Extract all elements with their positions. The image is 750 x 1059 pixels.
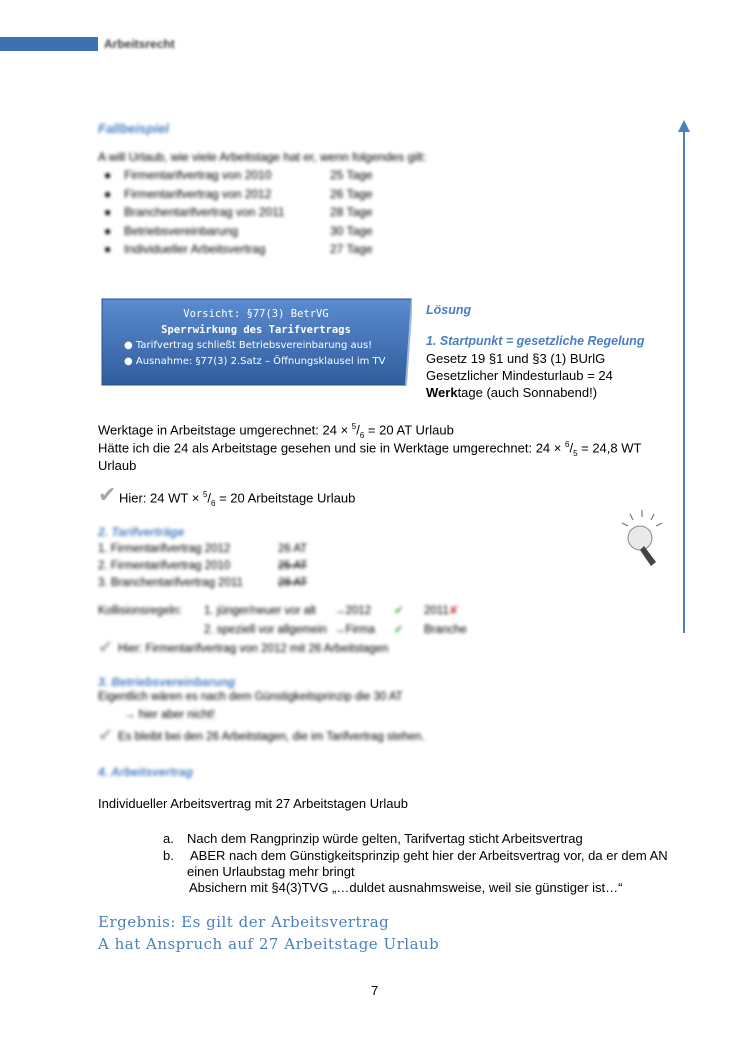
betrieb-line1: Eigentlich wären es nach dem Günstigkeitsprinzip die 30 AT [98, 691, 403, 703]
calc-line3: Urlaub [98, 458, 137, 473]
header-accent-bar [0, 37, 98, 51]
ergebnis [98, 911, 439, 955]
loesung-heading: Lösung [426, 303, 472, 317]
list-item: 3. Branchentarifvertrag 2011 28 AT [98, 577, 308, 589]
loesung-step1: 1. Startpunkt = gesetzliche Regelung [426, 334, 645, 348]
arbeitsvertrag-b2: einen Urlaubstag mehr bringt [187, 864, 355, 879]
arbeitsvertrag-intro: Individueller Arbeitsvertrag mit 27 Arbeitstagen Urlaub [98, 796, 408, 811]
list-item: ● Firmentarifvertrag von 2010 25 Tage [104, 168, 373, 183]
fallbeispiel-intro: A will Urlaub, wie viele Arbeitstage hat er, wenn folgendes gilt: [98, 150, 427, 164]
ergebnis-line2: A hat Anspruch auf 27 Arbeitstage Urlaub [98, 935, 440, 953]
betrieb-line2: → hier aber nicht! [124, 709, 215, 721]
list-item: ● Betriebsvereinbarung 30 Tage [104, 223, 373, 238]
tarif-list [98, 541, 307, 592]
check-icon: ✔ [98, 725, 114, 745]
list-item: 1. Firmentarifvertrag 2012 26 AT [98, 543, 308, 555]
loesung-section [426, 303, 696, 401]
arbeitsvertrag-b3: Absichern mit §4(3)TVG „…duldet ausnahmsweise, weil sie günstiger ist…“ [189, 880, 623, 895]
calc-line1: Werktage in Arbeitstage umgerechnet: $24 \times ^5/_6 = 20$ AT Urlaub [98, 422, 454, 440]
betrieb-heading: 3. Betriebsvereinbarung [98, 675, 236, 689]
callout-box [100, 297, 412, 387]
loesung-line2: Gesetzlicher Mindesturlaub = 24 [426, 368, 613, 383]
arbeitsvertrag-b1: ABER nach dem Günstigkeitsprinzip geht hier der Arbeitsvertrag vor, da er dem AN [190, 848, 668, 863]
fallbeispiel-heading: Fallbeispiel [98, 121, 169, 136]
arbeitsvertrag-a-label: a. [163, 831, 174, 846]
page-number: 7 [371, 983, 379, 998]
list-item: ● Branchentarifvertrag von 2011 28 Tage [104, 205, 373, 220]
callout-title: Vorsicht: §77(3) BetrVG [183, 308, 329, 320]
check-icon: ✔ [98, 482, 117, 507]
callout-bullet: ● Ausnahme: §77(3) 2.Satz – Öffnungsklausel im TV [124, 355, 386, 367]
ergebnis-line1: Ergebnis: Es gilt der Arbeitsvertrag [98, 913, 390, 931]
list-item: ● Individueller Arbeitsvertrag 27 Tage [104, 242, 373, 257]
loesung-line1: Gesetz 19 §1 und §3 (1) BUrlG [426, 351, 606, 366]
kollisionsregeln: Kollisionsregeln: 1. jünger/neuer vor alt →2012 ✔ 2011✘ 2. speziell vor allgemein →Firma ✔ Branche [98, 605, 467, 636]
calc-line2: Hätte ich die 24 als Arbeitstage gesehen und sie in Werktage umgerechnet: $24 \times ^6/_5 = 24,8$ WT [98, 440, 642, 458]
calc-hier: Hier: 24 WT × $^5/_6 = 20$ Arbeitstage Urlaub [119, 490, 356, 508]
tarif-heading: 2. Tarifverträge [98, 525, 185, 539]
list-item: ● Firmentarifvertrag von 2012 26 Tage [104, 186, 373, 201]
callout-subtitle: Sperrwirkung des Tarifvertrags [161, 323, 351, 336]
check-icon: ✔ [98, 637, 114, 657]
loesung-line3: Werktage (auch Sonnabend!) [426, 385, 598, 400]
header-title: Arbeitsrecht [104, 37, 175, 51]
betrieb-line3: Es bleibt bei den 26 Arbeitstagen, die im Tarifvertrag stehen. [118, 731, 425, 743]
lightbulb-icon [618, 508, 666, 570]
callout-bullet: ● Tarifvertrag schließt Betriebsvereinbarung aus! [124, 340, 373, 351]
arbeitsvertrag-heading: 4. Arbeitsvertrag [98, 765, 193, 779]
list-item: 2. Firmentarifvertrag 2010 25 AT [98, 560, 308, 572]
arbeitsvertrag-b-label: b. [163, 848, 174, 863]
tarif-hier: Hier: Firmentarifvertrag von 2012 mit 26 Arbeitstagen [118, 643, 389, 655]
arbeitsvertrag-a: Nach dem Rangprinzip würde gelten, Tarifvertag sticht Arbeitsvertrag [187, 831, 583, 846]
fallbeispiel-list [104, 166, 404, 259]
up-arrow-icon [677, 118, 691, 633]
